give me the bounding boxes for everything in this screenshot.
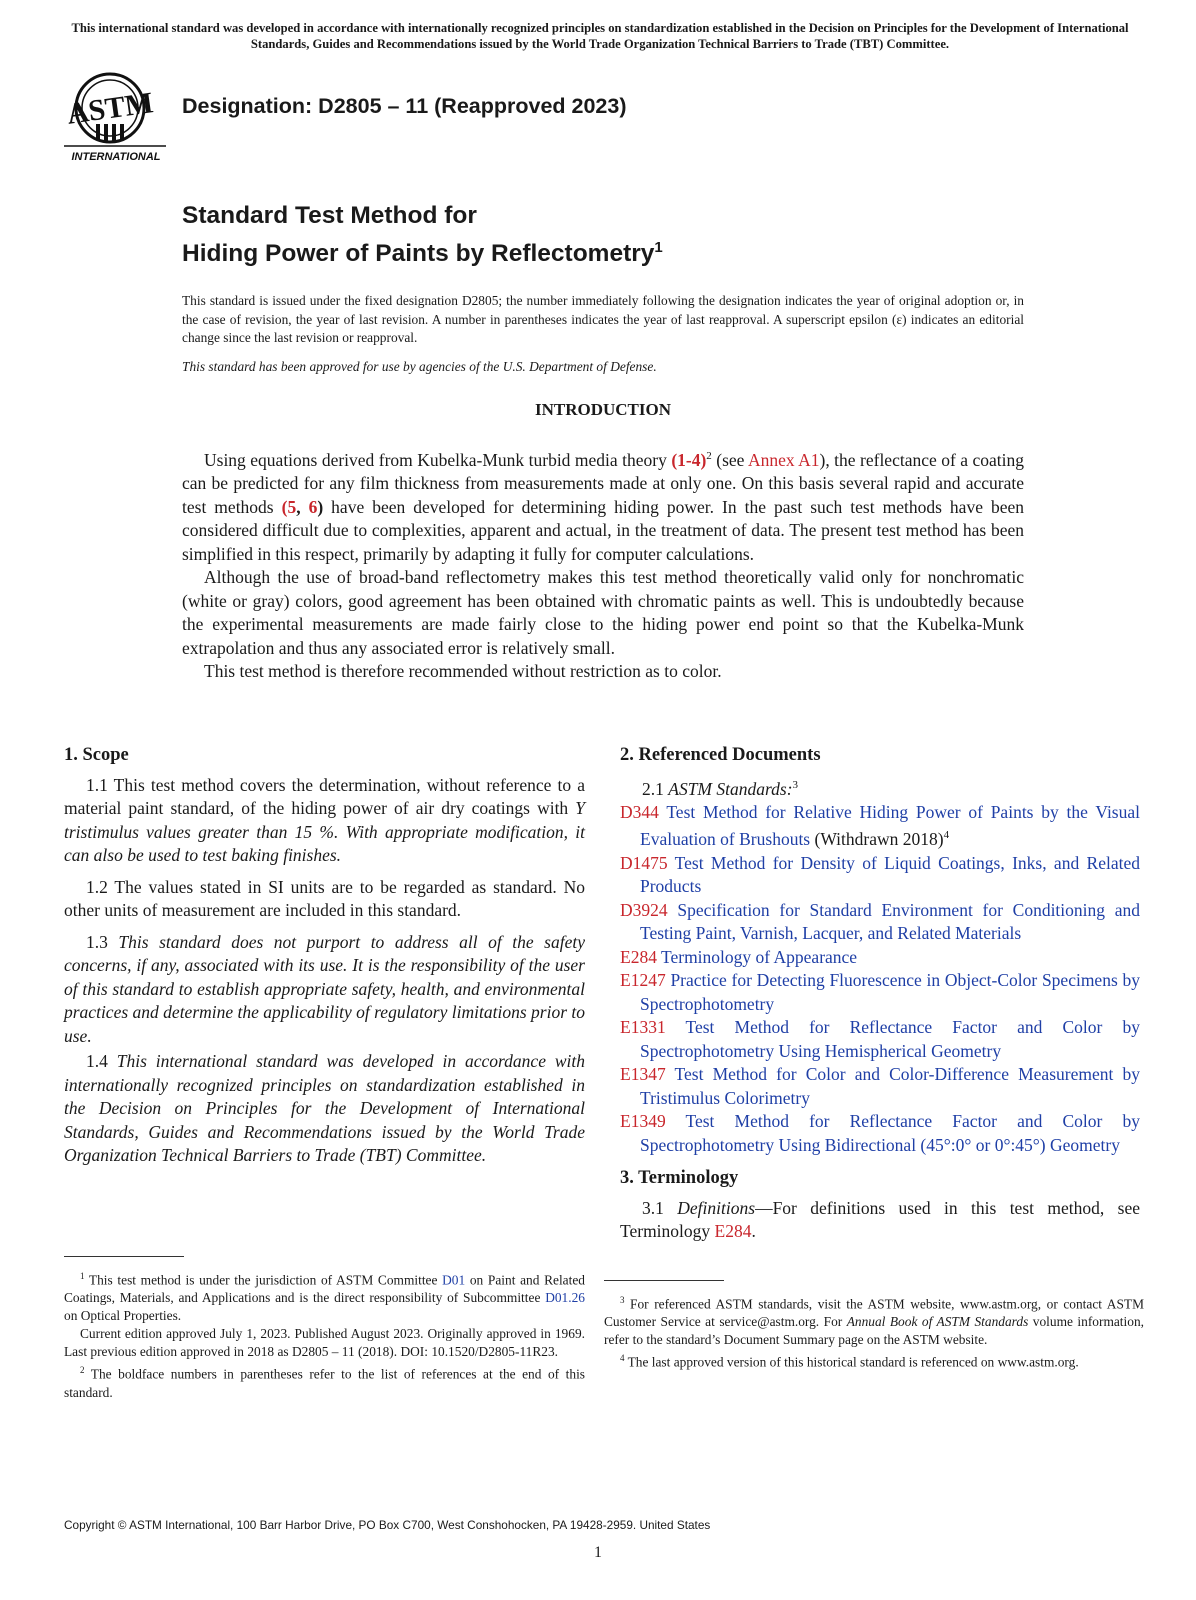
reference-title-link[interactable]: Test Method for Relative Hiding Power of Paints by the Visual Evaluation of Brushouts — [640, 801, 1140, 850]
copyright-line: Copyright © ASTM International, 100 Barr Harbor Drive, PO Box C700, West Conshohocken, PA 19428-2959. United States — [64, 1518, 711, 1532]
reference-item — [620, 946, 1140, 970]
referenced-documents-heading: 2. Referenced Documents — [620, 745, 821, 765]
astm-logo-icon — [60, 68, 172, 168]
right-column — [620, 744, 1140, 1252]
e284-link[interactable]: E284 — [714, 1221, 752, 1242]
ref-link-1-4[interactable]: (1-4) — [671, 449, 707, 470]
reference-item — [620, 801, 1140, 852]
reference-title-link[interactable]: Test Method for Reflectance Factor and Color by Spectrophotometry Using Bidirectional (45°:0° or 0°:45°) Geometry — [640, 1111, 1140, 1155]
svg-text:INTERNATIONAL: INTERNATIONAL — [71, 151, 161, 163]
page-number: 1 — [594, 1544, 602, 1561]
reference-code-link[interactable]: E1331 — [620, 1017, 666, 1038]
title-line-1: Standard Test Method for — [182, 202, 477, 229]
ref-link-5[interactable]: (5 — [281, 496, 297, 517]
reference-code-link[interactable]: E1349 — [620, 1111, 666, 1132]
left-column — [64, 744, 585, 1176]
reference-code-link[interactable]: D3924 — [620, 899, 668, 920]
reference-code-link[interactable]: E1347 — [620, 1064, 666, 1085]
document-title — [182, 200, 663, 270]
astm-standards-subheading: 2.1 ASTM Standards:$^3$ — [642, 778, 799, 799]
reference-item — [620, 899, 1140, 946]
terminology-heading: 3. Terminology — [620, 1168, 739, 1189]
intro-paragraph-3: This test method is therefore recommended without restriction as to color. — [204, 661, 722, 682]
issued-note: This standard is issued under the fixed designation D2805; the number immediately following the designation indicates the year of original adoption or, in the case of revision, the year of last revision. A number in parentheses indicates the year of last reapproval. A superscript epsilon (ε) indicates an editorial change since the last revision or reapproval. — [182, 293, 1024, 345]
svg-text:ASTM: ASTM — [64, 86, 156, 131]
dod-note: This standard has been approved for use by agencies of the U.S. Department of Defense. — [182, 359, 657, 374]
designation: Designation: D2805 – 11 (Reapproved 2023) — [182, 94, 627, 118]
scope-1-2: 1.2 The values stated in SI units are to be regarded as standard. No other units of measurement are included in this standard. — [64, 876, 585, 920]
reference-title-link[interactable]: Test Method for Reflectance Factor and Color by Spectrophotometry Using Hemispherical Geometry — [640, 1017, 1140, 1061]
reference-title-link[interactable]: Test Method for Color and Color-Difference Measurement by Tristimulus Colorimetry — [640, 1064, 1140, 1108]
astm-logo — [60, 68, 172, 168]
reference-item — [620, 1063, 1140, 1110]
reference-code-link[interactable]: D344 — [620, 801, 659, 822]
d01-26-link[interactable]: D01.26 — [545, 1290, 585, 1306]
reference-footnote-mark: 4 — [943, 829, 950, 842]
wto-notice: This international standard was developed in accordance with internationally recognized principles on standardization established in the Decision on Principles for the Development of International Standards, Guides and Recommendations issued by the World Trade Organization Technical Barriers to Trade (TBT) Committee. — [71, 21, 1129, 51]
reference-code-link[interactable]: E284 — [620, 946, 657, 967]
introduction-heading: INTRODUCTION — [534, 400, 672, 419]
d01-link[interactable]: D01 — [442, 1272, 466, 1288]
scope-heading: 1. Scope — [64, 745, 129, 765]
reference-code-link[interactable]: D1475 — [620, 852, 668, 873]
reference-title-link[interactable]: Specification for Standard Environment for Conditioning and Testing Paint, Varnish, Lacquer, and Related Materials — [640, 899, 1140, 944]
reference-title-link[interactable]: Test Method for Density of Liquid Coatings, Inks, and Related Products — [640, 852, 1140, 897]
reference-title-link[interactable]: Terminology of Appearance — [656, 946, 858, 967]
title-line-2: Hiding Power of Paints by Reflectometry$^1$ — [182, 239, 663, 268]
ref-link-6[interactable]: 6 — [308, 496, 318, 517]
title-footnote-mark: 1 — [654, 239, 663, 256]
right-footnotes — [604, 1280, 1144, 1372]
reference-item — [620, 1110, 1140, 1157]
reference-item — [620, 969, 1140, 1016]
edition-note: Current edition approved July 1, 2023. Published August 2023. Originally approved in 1969. Last previous edition approved in 2018 as D2805 – 11 (2018). DOI: 10.1520/D2805-11R23. — [64, 1326, 585, 1360]
footnote-4: $^4$ The last approved version of this historical standard is referenced on www.astm.org. — [620, 1353, 1079, 1370]
reference-withdrawn-note: (Withdrawn 2018) — [810, 829, 944, 850]
introduction-body — [182, 445, 1024, 684]
footnote-2: $^2$ The boldface numbers in parentheses refer to the list of references at the end of this standard. — [64, 1365, 585, 1400]
reference-title-link[interactable]: Practice for Detecting Fluorescence in Object-Color Specimens by Spectrophotometry — [640, 970, 1140, 1014]
footnote-3: $^3$ For referenced ASTM standards, visit the ASTM website, www.astm.org, or contact ASTM Customer Service at service@astm.org. For Annual Book of ASTM Standards volume information, refer to the standard’s Document Summary page on the ASTM website. — [604, 1295, 1144, 1348]
left-footnotes — [64, 1256, 585, 1402]
terminology-3-1: 3.1 Definitions—For definitions used in this test method, see Terminology E284. — [620, 1197, 1141, 1242]
reference-item — [620, 852, 1140, 899]
scope-1-4: 1.4 This international standard was developed in accordance with internationally recognized principles on standardization established in the Decision on Principles for the Development of International Standards, Guides and Recommendations issued by the World Trade Organization Technical Barriers to Trade (TBT) Committee. — [64, 1051, 586, 1165]
scope-1-1: 1.1 This test method covers the determination, without reference to a material paint standard, of the hiding power of air dry coatings with Y tristimulus values greater than 15 %. With appropriate modification, it can also be used to test baking finishes. — [64, 774, 585, 865]
annex-a1-link[interactable]: Annex A1 — [747, 449, 820, 470]
reference-item — [620, 1016, 1140, 1063]
reference-list — [620, 801, 1140, 1157]
footnote-1: $^1$ This test method is under the jurisdiction of ASTM Committee D01 on Paint and Related Coatings, Materials, and Applications and is the direct responsibility of Subcommittee D01.26 on Optical Properties. — [64, 1271, 585, 1324]
intro-paragraph-1: Using equations derived from Kubelka-Munk turbid media theory $(1-4)^2$ (see Annex A1), the reflectance of a coating can be predicted for any film thickness from measurements made at only one. On this basis several rapid and accurate test methods (5, 6) have been developed for determining hiding power. In the past such test methods have been considered difficult due to complexities, apparent and actual, in the treatment of data. The present test method has been simplified in this respect, primarily by adapting it fully for computer calculations. — [182, 449, 1025, 564]
footnote-divider — [64, 1256, 184, 1257]
footnote-divider-right — [604, 1280, 724, 1281]
intro-paragraph-2: Although the use of broad-band reflectometry makes this test method theoretically valid only for nonchromatic (white or gray) colors, good agreement has been obtained with chromatic paints as well. This is undoubtedly because the experimental measurements are made fairly close to the hiding power end point so that the Kubelka-Munk extrapolation and thus any associated error is relatively small. — [182, 567, 1024, 658]
scope-1-3: 1.3 This standard does not purport to address all of the safety concerns, if any, associated with its use. It is the responsibility of the user of this standard to establish appropriate safety, health, and environmental practices and determine the applicability of regulatory limitations prior to use. — [64, 931, 586, 1046]
reference-code-link[interactable]: E1247 — [620, 970, 666, 991]
